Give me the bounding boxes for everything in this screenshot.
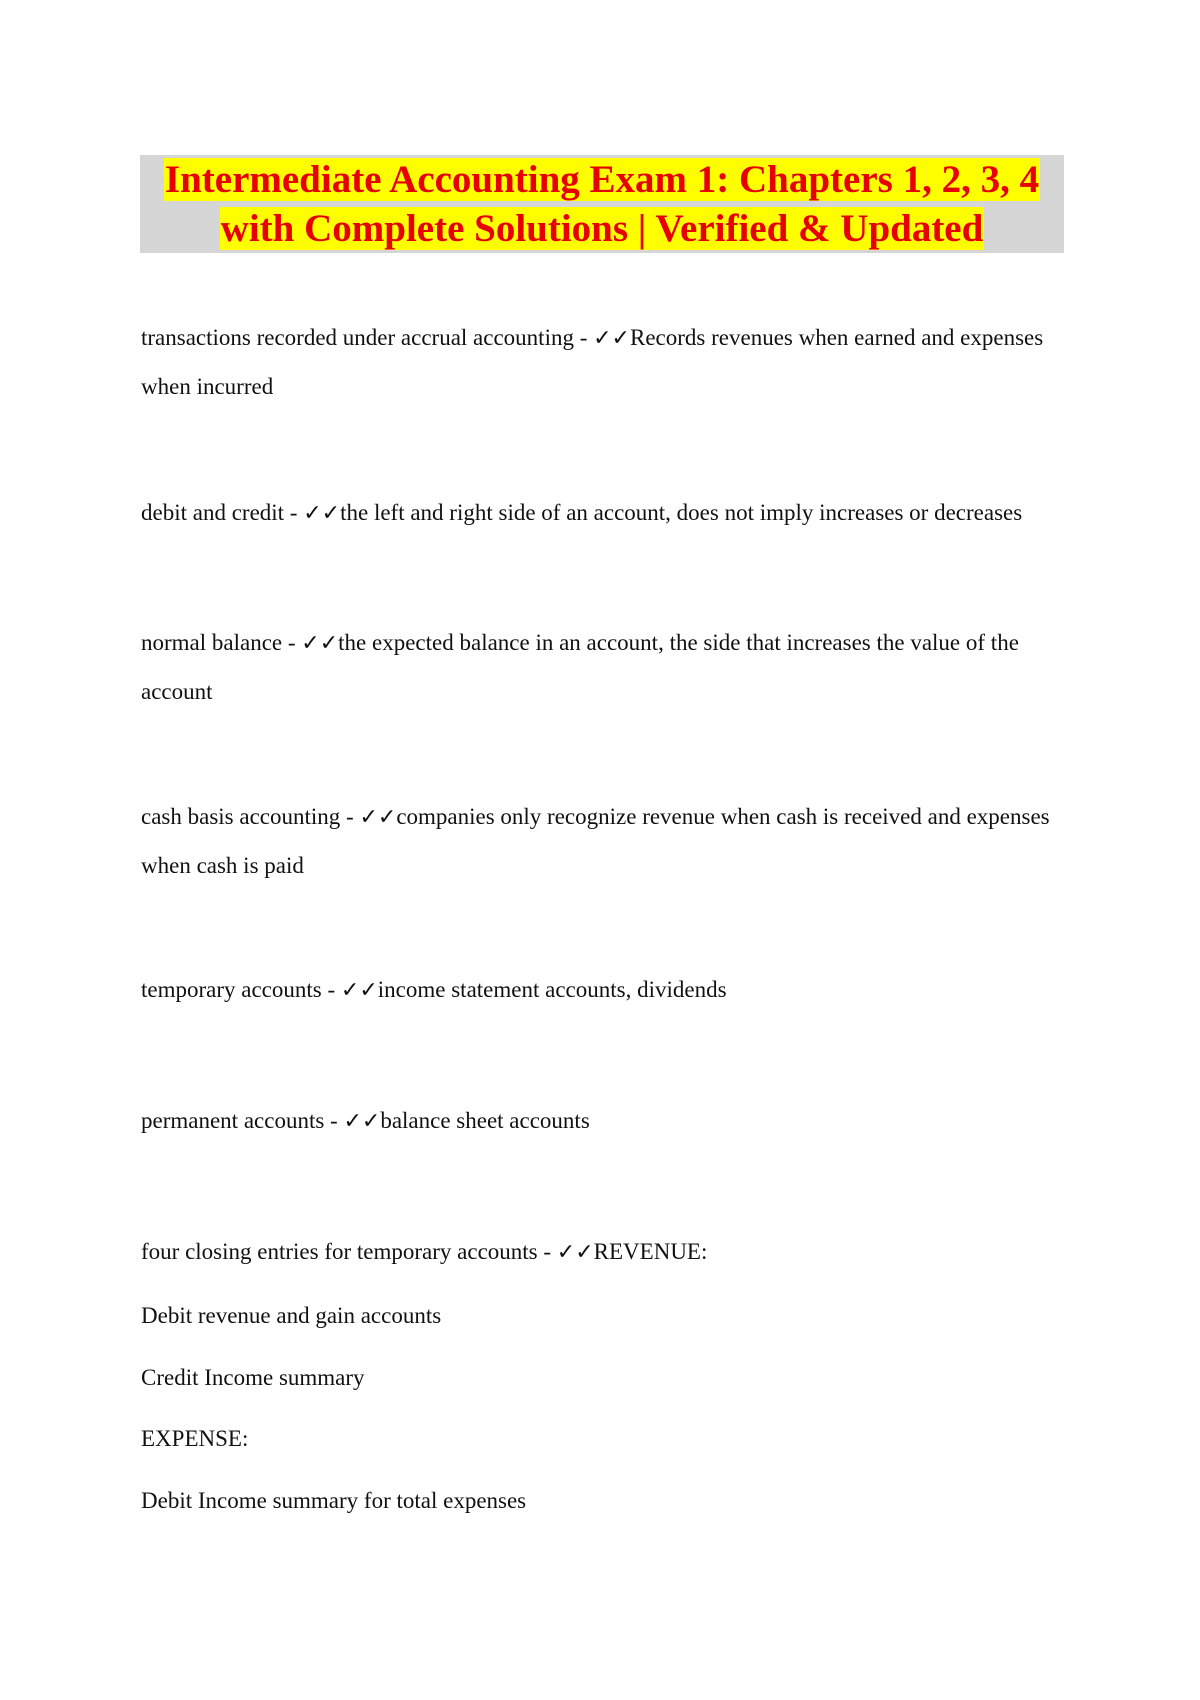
qa-entry-closing-entries — [141, 1228, 1061, 1277]
closing-line-debit-income-summary: Debit Income summary for total expenses — [141, 1488, 527, 1513]
entry-definition: the expected balance in an account, the side that increases the value of the account — [141, 630, 1019, 704]
entry-definition: REVENUE: — [593, 1239, 708, 1264]
qa-entry-debit-credit — [141, 489, 1061, 538]
double-check-icon: ✓✓ — [303, 501, 341, 526]
qa-entry-normal-balance — [141, 619, 1061, 716]
double-check-icon: ✓✓ — [301, 631, 339, 656]
qa-entry-temporary-accounts — [141, 966, 1061, 1015]
closing-line-debit-revenue: Debit revenue and gain accounts — [141, 1303, 442, 1328]
document-title — [140, 155, 1064, 253]
entry-term: cash basis accounting - — [141, 804, 360, 829]
entry-term: permanent accounts - — [141, 1108, 344, 1133]
entry-definition: income statement accounts, dividends — [377, 977, 727, 1002]
title-line-1: Intermediate Accounting Exam 1: Chapters 1, 2, 3, 4 — [164, 158, 1040, 201]
closing-line-credit-income-summary: Credit Income summary — [141, 1365, 365, 1390]
double-check-icon: ✓✓ — [340, 978, 378, 1003]
entry-term: temporary accounts - — [141, 977, 341, 1002]
double-check-icon: ✓✓ — [359, 805, 397, 830]
double-check-icon: ✓✓ — [343, 1109, 381, 1134]
double-check-icon: ✓✓ — [556, 1240, 594, 1265]
title-line-2: with Complete Solutions | Verified & Updated — [220, 207, 984, 250]
entry-term: transactions recorded under accrual accounting - — [141, 325, 594, 350]
entry-definition: the left and right side of an account, does not imply increases or decreases — [340, 500, 1023, 525]
entry-term: normal balance - — [141, 630, 302, 655]
double-check-icon: ✓✓ — [593, 326, 630, 351]
qa-entry-cash-basis — [141, 793, 1061, 890]
entry-definition: Records revenues when earned and expenses when incurred — [141, 325, 1044, 399]
entry-term: debit and credit - — [141, 500, 304, 525]
entry-definition: companies only recognize revenue when cash is received and expenses when cash is paid — [141, 804, 1050, 878]
entry-definition: balance sheet accounts — [380, 1108, 590, 1133]
qa-entry-permanent-accounts — [141, 1097, 1061, 1146]
qa-entry-accrual — [141, 314, 1061, 411]
closing-line-expense-heading: EXPENSE: — [141, 1426, 249, 1451]
entry-term: four closing entries for temporary accounts - — [141, 1239, 557, 1264]
